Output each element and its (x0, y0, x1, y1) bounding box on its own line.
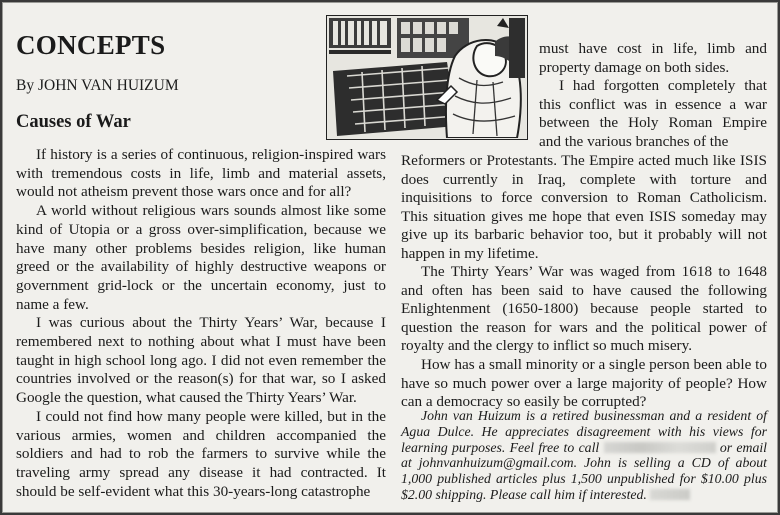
paragraph: If history is a series of continuous, religion-inspired wars with tremendous costs in life, limb and material assets, would not atheism prevent those wars once and for all? (16, 146, 386, 201)
newspaper-column-page (2, 2, 778, 513)
left-column-body (16, 146, 386, 501)
right-column-body (401, 152, 767, 412)
byline: By JOHN VAN HUIZUM (16, 77, 179, 94)
paragraph: How has a small minority or a single person been able to have so much power over a large majority of people? How can a democracy so easily be corrupted? (401, 356, 767, 411)
column-title: CONCEPTS (16, 30, 166, 60)
paragraph: I was curious about the Thirty Years’ War, because I remembered next to nothing about what I must have been taught in high school long ago. I did not even remember the countries involved or the reason(s) for that war, so I asked Google the question, what caused the Thirty Years’ War. (16, 314, 386, 407)
paragraph: I could not find how many people were killed, but in the various armies, women and children accompanied the soldiers and had to rob the farmers to survive while the traveling army spread any disease it had contracted. It should be self-evident what this 30-years-long catastrophe (16, 407, 386, 500)
redacted-phone (650, 489, 690, 500)
redacted-phone (604, 442, 716, 453)
bio-text: John van Huizum is a retired businessman and a resident of Agua Dulce. He appreciates disagreement with his views for learning purposes. Feel free to call (401, 408, 767, 455)
article-headline: Causes of War (16, 112, 131, 132)
bio-text: or email at johnvanhuizum@gmail.com. John is selling a CD of about 1,000 published articles plus 1,500 unpublished for $10.00 plus $2.00 shipping. Please call him if interested. (401, 439, 768, 502)
woodcut-monk-at-lectern-icon (326, 15, 528, 140)
paragraph: Reformers or Protestants. The Empire acted much like ISIS does currently in Iraq, complete with torture and inquisitions to force conversion to Roman Catholicism. This situation gives me hope that even ISIS someday may give up its barbaric behavior too, but it probably will not happen in my lifetime. (401, 152, 767, 262)
paragraph: I had forgotten completely that this conflict was in essence a war between the Holy Roman Empire and the various branches of the (539, 77, 767, 150)
right-column-top (539, 40, 767, 152)
paragraph: must have cost in life, limb and property damage on both sides. (539, 40, 767, 76)
author-bio (401, 408, 767, 503)
paragraph: A world without religious wars sounds almost like some kind of Utopia or a gross over-simplification, because we have many other problems besides religion, like human greed or the availability of highly destructive weapons or government grid-lock or the uncertain economy, just to name a few. (16, 202, 386, 313)
paragraph: The Thirty Years’ War was waged from 1618 to 1648 and often has been said to have caused the following Enlightenment (1650-1800) because people started to question the reason for wars and the political power of royalty and the clergy to inflict so much misery. (401, 263, 767, 355)
